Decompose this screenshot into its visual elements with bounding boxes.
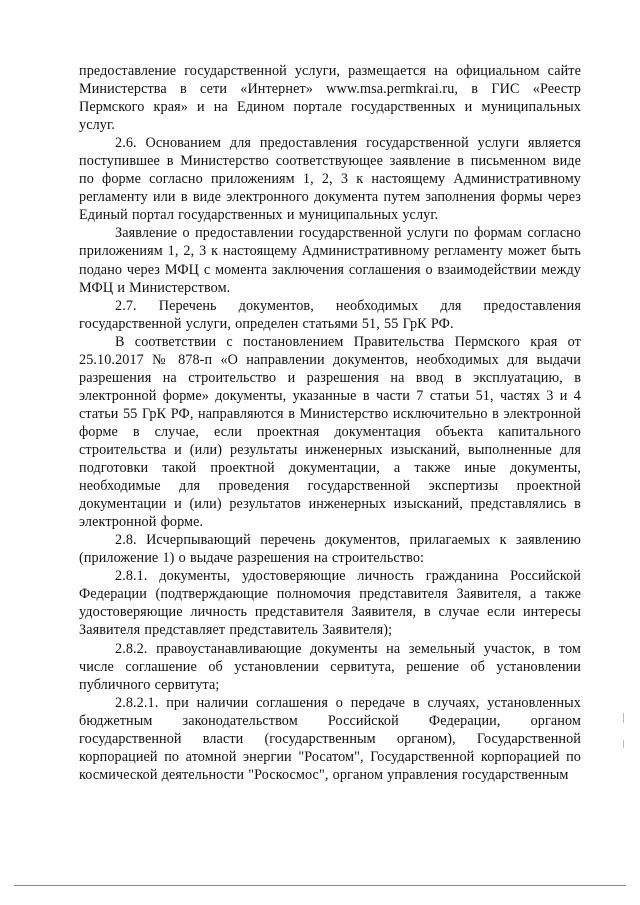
scan-speck [623,713,624,723]
paragraph-2-8: 2.8. Исчерпывающий перечень документов, прилагаемых к заявлению (приложение 1) о выдаче разрешения на строительство: [79,532,581,567]
paragraph-2-7: 2.7. Перечень документов, необходимых для предоставления государственной услуги, определен статьями 51, 55 ГрК РФ. [79,297,581,332]
document-page [79,62,581,784]
paragraph-2-6: 2.6. Основанием для предоставления государственной услуги является поступившее в Министерство соответствующее заявление в письменном виде по форме согласно приложениям 1, 2, 3 к настоящему Административному регламенту или в виде электронного документа путем заполнения формы через Единый портал государственных и муниципальных услуг. [79,135,581,224]
paragraph-continued: предоставление государственной услуги, размещается на официальном сайте Министерства в сети «Интернет» www.msa.permkrai.ru, в ГИС «Реестр Пермского края» и на Едином портале государственных и муниципальных услуг. [79,63,581,134]
paragraph-electronic-form: В соответствии с постановлением Правительства Пермского края от 25.10.2017 № 878-п «О направлении документов, необходимых для выдачи разрешения на строительство и разрешения на ввод в эксплуатацию, в электронной форме» документы, указанные в части 7 статьи 51, частях 3 и 4 статьи 55 ГрК РФ, направляются в Министерство исключительно в электронной форме в случае, если проектная документация объекта капитального строительства и (или) результаты инженерных изысканий, выполненные для подготовки такой проектной документации, а также иные документы, необходимые для проведения государственной экспертизы проектной документации и (или) результатов инженерных изысканий, представлялись в электронной форме. [79,333,581,531]
paragraph-2-8-2: 2.8.2. правоустанавливающие документы на земельный участок, в том числе соглашение об установлении сервитута, решение об установлении публичного сервитута; [79,640,581,693]
paragraph-2-8-1: 2.8.1. документы, удостоверяющие личность гражданина Российской Федерации (подтверждающие полномочия представителя Заявителя, а также удостоверяющие личность представителя Заявителя, в случае если интересы Заявителя представляет представитель Заявителя); [79,568,581,639]
paragraph-application-mfc: Заявление о предоставлении государственной услуги по формам согласно приложениям 1, 2, 3 к настоящему Административному регламенту может быть подано через МФЦ с момента заключения соглашения о взаимодействии между МФЦ и Министерством. [79,225,581,296]
scan-speck [623,740,624,748]
scan-edge-line [14,885,626,886]
paragraph-2-8-2-1: 2.8.2.1. при наличии соглашения о передаче в случаях, установленных бюджетным законодательством Российской Федерации, органом государственной власти (государственным органом), Государственной корпорацией по атомной энергии "Росатом", Государственной корпорацией по космической деятельности "Роскосмос", органом управления государственным [79,694,581,783]
